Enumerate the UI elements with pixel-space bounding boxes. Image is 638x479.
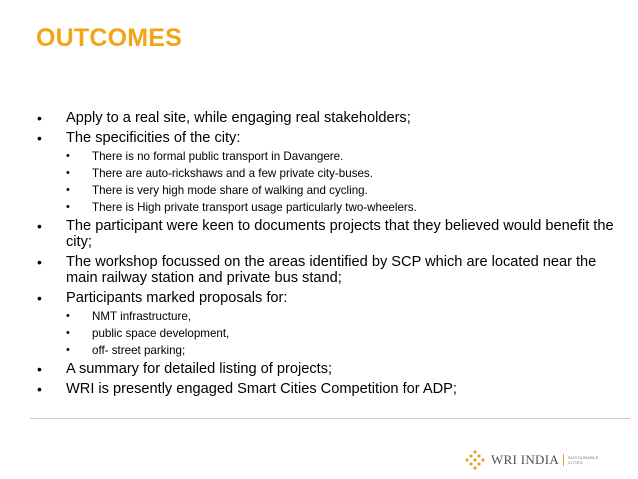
bullet-marker: • bbox=[37, 361, 42, 377]
sub-bullet-item bbox=[36, 184, 626, 197]
sub-bullet-item bbox=[36, 150, 626, 163]
sub-bullet-item bbox=[36, 201, 626, 214]
bullet-item bbox=[36, 110, 626, 126]
wri-india-logo bbox=[464, 445, 599, 475]
wri-diamond-dots-icon bbox=[464, 449, 486, 471]
sub-bullet-item bbox=[36, 310, 626, 323]
bullet-marker: • bbox=[37, 130, 42, 146]
footer-divider bbox=[30, 418, 630, 419]
bullet-text: The workshop focussed on the areas identified by SCP which are located near the main railway station and private bus stand; bbox=[66, 254, 597, 286]
sub-bullet-item bbox=[36, 167, 626, 180]
sub-bullet-text: public space development, bbox=[92, 327, 230, 340]
bullet-item bbox=[36, 290, 626, 306]
bullet-item bbox=[36, 361, 626, 377]
sub-bullet-marker: • bbox=[66, 184, 70, 196]
sub-bullet-marker: • bbox=[66, 150, 70, 162]
bullet-marker: • bbox=[37, 381, 42, 397]
bullet-item bbox=[36, 130, 626, 146]
sub-bullet-marker: • bbox=[66, 310, 70, 322]
sub-bullet-text: There is High private transport usage particularly two-wheelers. bbox=[92, 201, 417, 214]
sub-bullet-marker: • bbox=[66, 327, 70, 339]
sub-bullet-marker: • bbox=[66, 201, 70, 213]
bullet-text: WRI is presently engaged Smart Cities Competition for ADP; bbox=[66, 381, 457, 397]
logo-separator bbox=[563, 454, 564, 466]
bullet-marker: • bbox=[37, 254, 42, 270]
sub-bullet-text: off- street parking; bbox=[92, 344, 186, 357]
bullet-item bbox=[36, 254, 626, 286]
bullet-list bbox=[36, 110, 626, 401]
sub-bullet-marker: • bbox=[66, 167, 70, 179]
sub-bullet-text: There is very high mode share of walking and cycling. bbox=[92, 184, 368, 197]
sub-bullet-marker: • bbox=[66, 344, 70, 356]
sub-bullet-text: There is no formal public transport in Davangere. bbox=[92, 150, 344, 163]
logo-subtitle-line1: SUSTAINABLE bbox=[568, 455, 599, 460]
bullet-text: A summary for detailed listing of projects; bbox=[66, 361, 333, 377]
bullet-text: The specificities of the city: bbox=[66, 130, 241, 146]
bullet-marker: • bbox=[37, 110, 42, 126]
bullet-text: Participants marked proposals for: bbox=[66, 290, 288, 306]
bullet-text: Apply to a real site, while engaging real stakeholders; bbox=[66, 110, 411, 126]
logo-wordmark: WRI INDIA bbox=[491, 452, 560, 467]
logo-subtitle bbox=[568, 455, 599, 465]
bullet-item bbox=[36, 218, 626, 250]
bullet-item bbox=[36, 381, 626, 397]
sub-bullet-text: NMT infrastructure, bbox=[92, 310, 191, 323]
sub-bullet-item bbox=[36, 327, 626, 340]
sub-bullet-item bbox=[36, 344, 626, 357]
logo-subtitle-line2: CITIES bbox=[568, 460, 583, 465]
sub-bullet-text: There are auto-rickshaws and a few private city-buses. bbox=[92, 167, 373, 180]
bullet-text: The participant were keen to documents projects that they believed would benefit the city; bbox=[66, 218, 614, 250]
bullet-marker: • bbox=[37, 218, 42, 234]
slide-title: OUTCOMES bbox=[36, 24, 183, 52]
bullet-marker: • bbox=[37, 290, 42, 306]
